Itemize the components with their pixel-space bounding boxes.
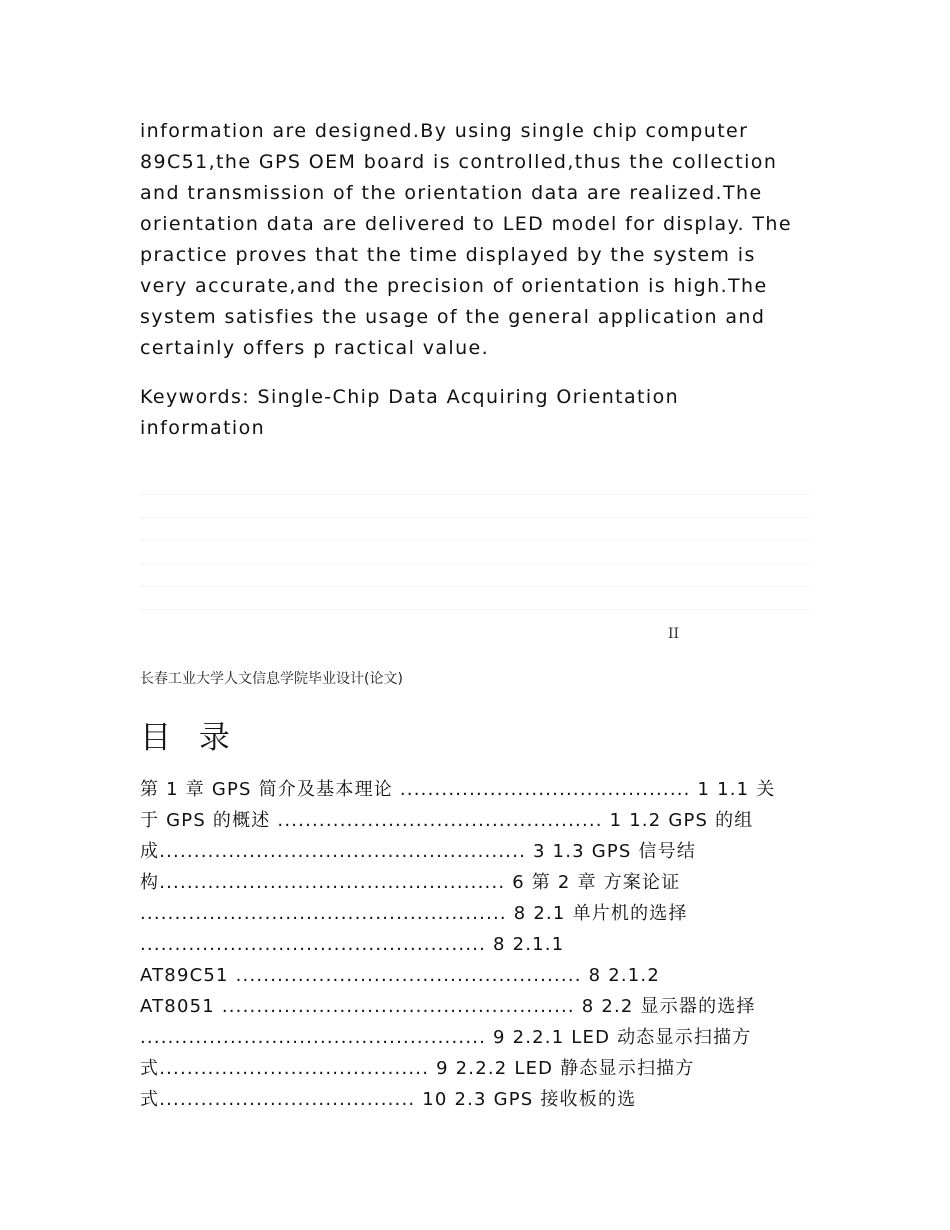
keywords-line: information [140,417,266,439]
faint-row [140,495,810,518]
toc-line[interactable]: .................................................. 9 2.2.1 LED 动态显示扫描方 [140,1027,752,1048]
toc-line[interactable]: 构.................................................. 6 第 2 章 方案论证 [140,872,681,893]
toc-line[interactable]: ..................................................... 8 2.1 单片机的选择 [140,903,688,924]
toc-title: 目 录 [140,720,239,756]
faint-row [140,472,810,495]
faint-row [140,541,810,564]
abstract-line: certainly offers p ractical value. [140,337,490,359]
keywords [140,382,820,444]
faint-row [140,518,810,541]
table-of-contents [140,774,820,1115]
toc-line[interactable]: 于 GPS 的概述 ............................................... 1 1.2 GPS 的组 [140,810,754,831]
page-number: II [668,626,680,642]
toc-line[interactable]: 第 1 章 GPS 简介及基本理论 .......................................... 1 1.1 关 [140,779,776,800]
abstract-line: practice proves that the time displayed by the system is [140,244,756,266]
faint-row [140,564,810,587]
abstract-line: system satisfies the usage of the general application and [140,306,766,328]
toc-line[interactable]: 式....................................... 9 2.2.2 LED 静态显示扫描方 [140,1058,695,1079]
faint-row [140,587,810,610]
running-header: 长春工业大学人文信息学院毕业设计(论文) [140,671,403,687]
toc-line[interactable]: AT89C51 .................................................. 8 2.1.2 [140,965,660,986]
toc-line[interactable]: 成..................................................... 3 1.3 GPS 信号结 [140,841,697,862]
abstract-line: very accurate,and the precision of orientation is high.The [140,275,768,297]
toc-line[interactable]: AT8051 ................................................... 8 2.2 显示器的选择 [140,996,756,1017]
abstract-line: 89C51,the GPS OEM board is controlled,thus the collection [140,151,778,173]
toc-line[interactable]: .................................................. 8 2.1.1 [140,934,565,955]
abstract-line: information are designed.By using single chip computer [140,120,749,142]
toc-line[interactable]: 式..................................... 10 2.3 GPS 接收板的选 [140,1089,637,1110]
keywords-line: Keywords: Single-Chip Data Acquiring Orientation [140,386,680,408]
abstract-line: and transmission of the orientation data are realized.The [140,182,763,204]
abstract-line: orientation data are delivered to LED model for display. The [140,213,792,235]
english-abstract [140,116,820,364]
faint-dotted-leaders [140,472,810,610]
